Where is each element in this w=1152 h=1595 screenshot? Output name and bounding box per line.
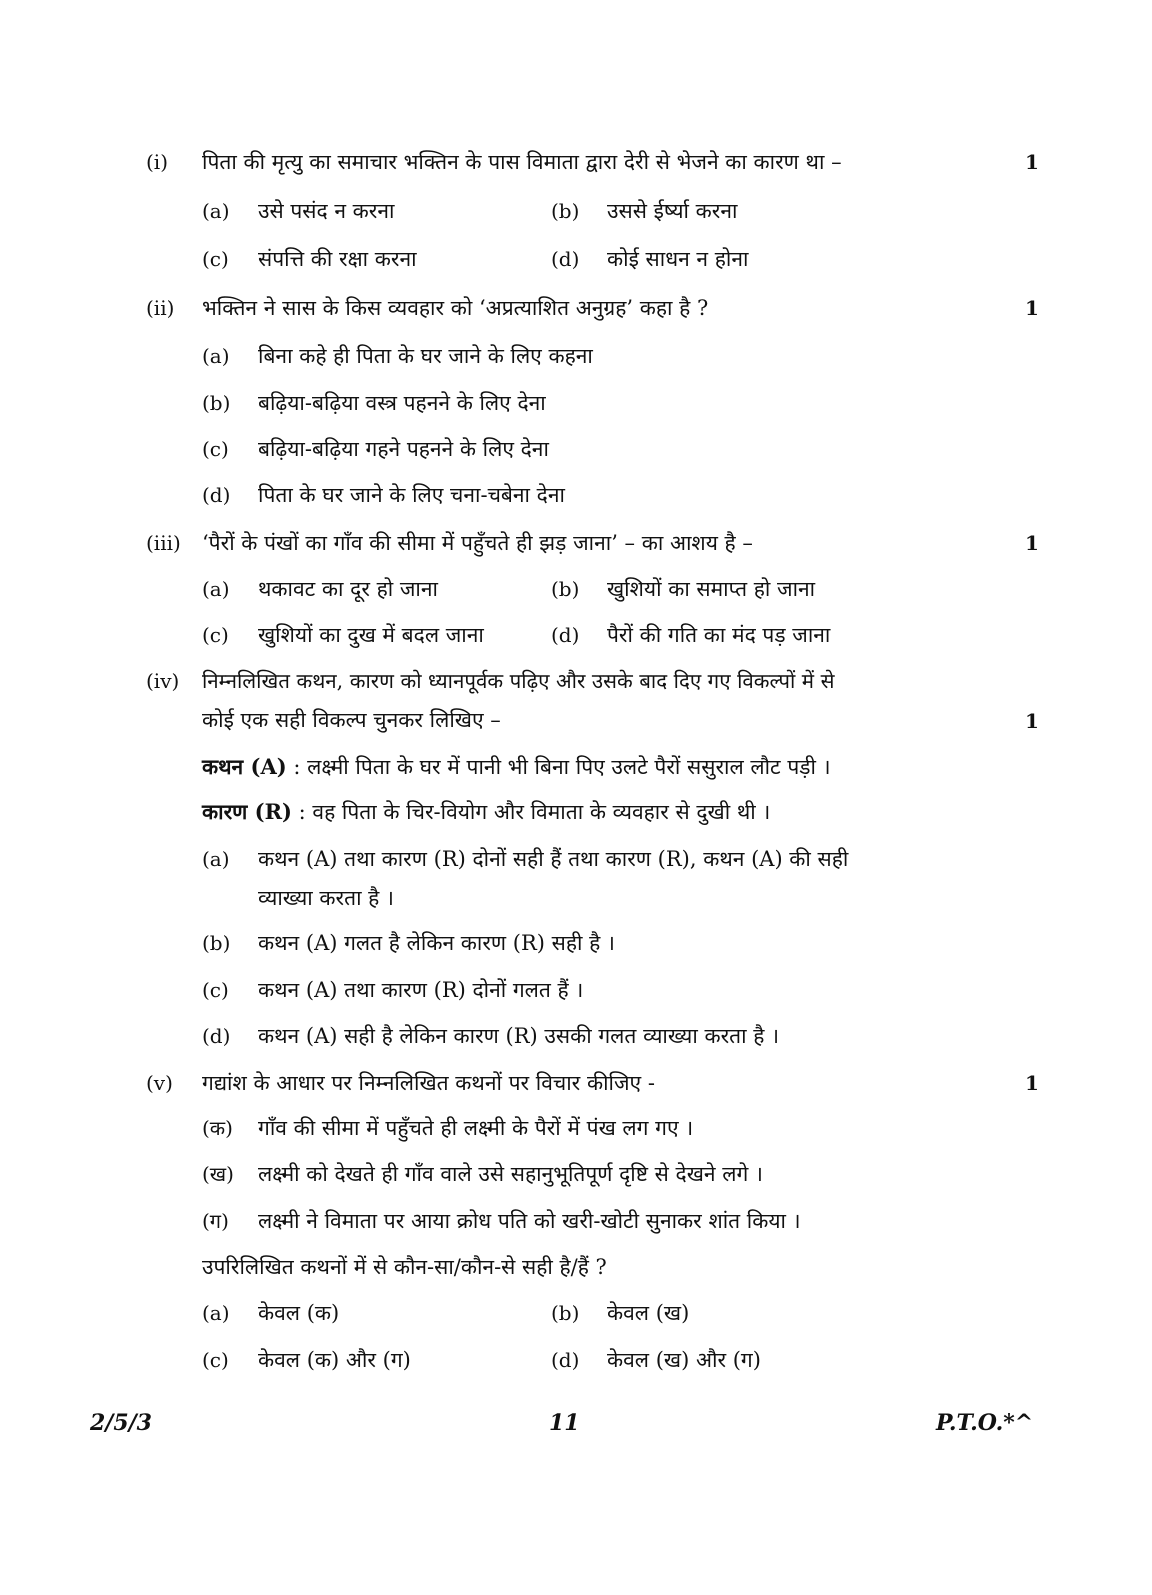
option	[551, 1298, 689, 1328]
option	[202, 434, 549, 464]
option-text: उसे पसंद न करना	[258, 199, 395, 223]
option-label: (a)	[202, 577, 230, 601]
option-text: केवल (ख) और (ग)	[607, 1348, 761, 1372]
option-text: खुशियों का समाप्त हो जाना	[607, 577, 816, 601]
option-label: (d)	[202, 1024, 231, 1048]
option	[551, 1345, 761, 1375]
option-text: पैरों की गति का मंद पड़ जाना	[607, 623, 831, 647]
option	[202, 341, 593, 371]
option-label: (c)	[202, 1348, 229, 1372]
reason-text: : वह पिता के चिर-वियोग और विमाता के व्यवहार से दुखी थी ।	[298, 800, 771, 824]
option-label: (d)	[202, 483, 231, 507]
statement-text: गाँव की सीमा में पहुँचते ही लक्ष्मी के पैरों में पंख लग गए ।	[258, 1116, 694, 1140]
option-text: कथन (A) सही है लेकिन कारण (R) उसकी गलत व्याख्या करता है ।	[258, 1024, 780, 1048]
option	[202, 574, 438, 604]
option	[202, 620, 484, 650]
statement-label: (ख)	[202, 1162, 234, 1186]
reason-statement	[202, 797, 770, 827]
question-marks: 1	[1025, 709, 1039, 733]
option-text: खुशियों का दुख में बदल जाना	[258, 623, 484, 647]
option-text: कोई साधन न होना	[607, 247, 749, 271]
statement	[202, 1206, 801, 1236]
statement	[202, 1113, 693, 1143]
question-text: ‘पैरों के पंखों का गाँव की सीमा में पहुँचते ही झड़ जाना’ – का आशय है –	[202, 531, 753, 555]
option-label: (a)	[202, 847, 230, 871]
option-label: (b)	[551, 1301, 580, 1325]
option-label: (b)	[202, 931, 231, 955]
option-label: (c)	[202, 623, 229, 647]
option-label: (b)	[551, 577, 580, 601]
option-label: (a)	[202, 1301, 230, 1325]
question-text-continued: कोई एक सही विकल्प चुनकर लिखिए –	[202, 708, 501, 732]
option-text: बिना कहे ही पिता के घर जाने के लिए कहना	[258, 344, 593, 368]
option-label: (c)	[202, 247, 229, 271]
option	[202, 196, 394, 226]
option	[202, 388, 546, 418]
page-number: 11	[549, 1410, 580, 1436]
assertion-statement	[202, 752, 831, 782]
option-label: (a)	[202, 199, 230, 223]
statement	[202, 1159, 763, 1189]
option-label: (d)	[551, 1348, 580, 1372]
statement-text: लक्ष्मी को देखते ही गाँव वाले उसे सहानुभूतिपूर्ण दृष्टि से देखने लगे ।	[258, 1162, 763, 1186]
assertion-label: कथन (A)	[202, 754, 287, 779]
question-text: गद्यांश के आधार पर निम्नलिखित कथनों पर विचार कीजिए -	[202, 1071, 655, 1095]
option	[202, 244, 417, 274]
question-number: (iii)	[146, 531, 181, 555]
option-label: (a)	[202, 344, 230, 368]
option	[202, 928, 615, 958]
option	[551, 244, 748, 274]
question-text: भक्तिन ने सास के किस व्यवहार को ‘अप्रत्याशित अनुग्रह’ कहा है ?	[202, 296, 709, 320]
option-text: केवल (क)	[258, 1301, 340, 1325]
option-text: बढ़िया-बढ़िया वस्त्र पहनने के लिए देना	[258, 391, 546, 415]
statement-text: लक्ष्मी ने विमाता पर आया क्रोध पति को खरी-खोटी सुनाकर शांत किया ।	[258, 1209, 801, 1233]
option	[202, 844, 848, 874]
question-marks: 1	[1025, 150, 1039, 174]
option-text: पिता के घर जाने के लिए चना-चबेना देना	[258, 483, 565, 507]
option-text: केवल (ख)	[607, 1301, 690, 1325]
reason-label: कारण (R)	[202, 799, 292, 824]
option-text: उससे ईर्ष्या करना	[607, 199, 738, 223]
option	[202, 975, 583, 1005]
option-text: थकावट का दूर हो जाना	[258, 577, 438, 601]
question-number: (iv)	[146, 669, 180, 693]
option-text: कथन (A) तथा कारण (R) दोनों सही हैं तथा कारण (R), कथन (A) की सही	[258, 847, 849, 871]
option-label: (b)	[551, 199, 580, 223]
statement-label: (क)	[202, 1116, 233, 1140]
option	[551, 620, 830, 650]
question-number: (v)	[146, 1071, 173, 1095]
option-label: (b)	[202, 391, 231, 415]
statement-label: (ग)	[202, 1209, 229, 1233]
option-label: (d)	[551, 247, 580, 271]
question-text: निम्नलिखित कथन, कारण को ध्यानपूर्वक पढ़िए और उसके बाद दिए गए विकल्पों में से	[202, 669, 835, 693]
pto-marker: P.T.O.*^	[936, 1410, 1034, 1436]
option	[202, 1021, 779, 1051]
option-text: कथन (A) तथा कारण (R) दोनों गलत हैं ।	[258, 978, 584, 1002]
option-text-continued: व्याख्या करता है ।	[258, 886, 394, 910]
option	[202, 1298, 339, 1328]
question-number: (i)	[146, 150, 169, 174]
question-marks: 1	[1025, 1071, 1039, 1095]
option-text: बढ़िया-बढ़िया गहने पहनने के लिए देना	[258, 437, 549, 461]
question-prompt: उपरिलिखित कथनों में से कौन-सा/कौन-से सही है/हैं ?	[202, 1255, 607, 1279]
assertion-text: : लक्ष्मी पिता के घर में पानी भी बिना पिए उलटे पैरों ससुराल लौट पड़ी ।	[293, 755, 831, 779]
option	[202, 1345, 411, 1375]
option	[551, 574, 815, 604]
question-marks: 1	[1025, 296, 1039, 320]
option-text: संपत्ति की रक्षा करना	[258, 247, 417, 271]
question-marks: 1	[1025, 531, 1039, 555]
option-label: (d)	[551, 623, 580, 647]
paper-code: 2/5/3	[90, 1410, 152, 1436]
option-text: केवल (क) और (ग)	[258, 1348, 411, 1372]
option-text: कथन (A) गलत है लेकिन कारण (R) सही है ।	[258, 931, 615, 955]
option-label: (c)	[202, 437, 229, 461]
option	[551, 196, 737, 226]
question-text: पिता की मृत्यु का समाचार भक्तिन के पास विमाता द्वारा देरी से भेजने का कारण था –	[202, 150, 842, 174]
question-number: (ii)	[146, 296, 175, 320]
option	[202, 480, 565, 510]
option-label: (c)	[202, 978, 229, 1002]
